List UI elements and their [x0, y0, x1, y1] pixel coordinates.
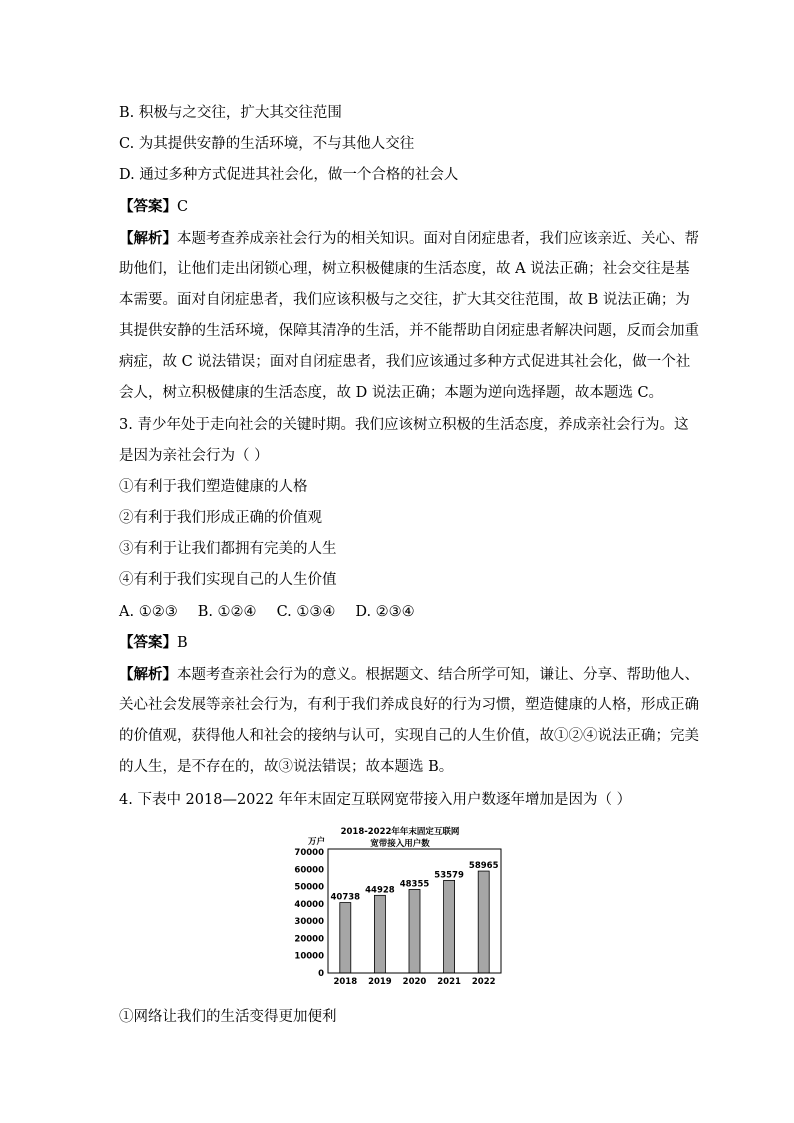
q2-analysis: [119, 223, 699, 409]
q3-options: [119, 603, 415, 621]
stem-line: 是因为亲社会行为（ ）: [119, 448, 269, 464]
analysis-line: 其提供安静的生活环境，保障其清净的生活，并不能帮助自闭症患者解决问题，反而会加重: [119, 323, 699, 339]
answer-label: 【答案】: [119, 198, 177, 215]
chart-subtitle: 宽带接入用户数: [370, 839, 430, 849]
q3-item-4: ④有利于我们实现自己的人生价值: [119, 572, 337, 588]
x-tick-label: 2021: [437, 977, 461, 987]
bar-data-label: 44928: [365, 885, 395, 896]
x-tick-label: 2020: [402, 977, 427, 987]
y-tick-label: 0: [318, 969, 324, 979]
q3-item-2: ②有利于我们形成正确的价值观: [119, 510, 322, 526]
q4-item-1: ①网络让我们的生活变得更加便利: [119, 1009, 337, 1025]
analysis-line: 病症，故 C 说法错误；面对自闭症患者，我们应该通过多种方式促进其社会化，做一个社: [119, 354, 691, 370]
analysis-line: 的价值观，获得他人和社会的接纳与认可，实现自己的人生价值，故①②④说法正确；完美: [119, 728, 699, 744]
bar: [409, 889, 420, 973]
q3-option-a: A. ①②③: [119, 604, 178, 620]
bar-data-label: 53579: [434, 870, 464, 881]
answer-label: 【答案】: [119, 634, 177, 651]
bar: [340, 903, 351, 973]
q3-item-1: ①有利于我们塑造健康的人格: [119, 479, 308, 495]
y-tick-label: 30000: [294, 917, 324, 928]
q2-option-b: B. 积极与之交往，扩大其交往范围: [119, 105, 342, 121]
y-tick-label: 70000: [294, 848, 324, 858]
q3-answer: [119, 634, 188, 652]
bar-data-label: 48355: [399, 879, 430, 890]
q4-stem: 4. 下表中 2018—2022 年年末固定互联网宽带接入用户数逐年增加是因为（ ）: [119, 792, 632, 808]
bar-data-label: 58965: [468, 861, 499, 872]
bar: [478, 871, 489, 973]
y-tick-label: 20000: [294, 934, 324, 945]
q3-item-3: ③有利于让我们都拥有完美的人生: [119, 541, 337, 557]
x-tick-label: 2019: [368, 977, 392, 987]
bar: [374, 895, 385, 973]
answer-value: C: [177, 199, 189, 215]
q3-option-b: B. ①②④: [197, 604, 257, 620]
q2-option-c: C. 为其提供安静的生活环境，不与其他人交往: [119, 136, 415, 152]
q2-option-d: D. 通过多种方式促进其社会化，做一个合格的社会人: [119, 167, 459, 183]
bar-chart-svg: [290, 824, 505, 989]
analysis-line: 【解析】本题考查养成亲社会行为的相关知识。面对自闭症患者，我们应该亲近、关心、帮: [119, 230, 699, 247]
analysis-label: 【解析】: [119, 666, 177, 683]
q3-option-d: D. ②③④: [355, 604, 415, 620]
x-tick-label: 2018: [333, 977, 358, 987]
q2-answer: [119, 198, 188, 216]
q3-option-c: C. ①③④: [276, 604, 336, 620]
analysis-line: 本需要。面对自闭症患者，我们应该积极与之交往，扩大其交往范围，故 B 说法正确；为: [119, 292, 690, 308]
q3-stem: [119, 410, 689, 472]
analysis-line: 的人生，是不存在的，故③说法错误；故本题选 B。: [119, 759, 454, 775]
answer-value: B: [177, 635, 188, 651]
analysis-line: 【解析】本题考查亲社会行为的意义。根据题文、结合所学可知，谦让、分享、帮助他人、: [119, 666, 699, 683]
analysis-line: 助他们，让他们走出闭锁心理，树立积极健康的生活态度，故 A 说法正确；社会交往是基: [119, 261, 690, 277]
x-tick-label: 2022: [471, 977, 496, 987]
chart-ylabel: 万户: [308, 837, 326, 847]
bar: [444, 880, 455, 973]
stem-line: 3. 青少年处于走向社会的关键时期。我们应该树立积极的生活态度，养成亲社会行为。这: [119, 417, 689, 433]
bar-data-label: 40738: [330, 892, 361, 903]
y-tick-label: 60000: [294, 865, 324, 876]
chart-title: 2018-2022年年末固定互联网: [340, 827, 460, 837]
broadband-chart: [290, 824, 505, 989]
analysis-line: 关心社会发展等亲社会行为，有利于我们养成良好的行为习惯，塑造健康的人格，形成正确: [119, 697, 699, 713]
y-tick-label: 50000: [294, 882, 324, 893]
y-tick-label: 10000: [294, 951, 324, 962]
analysis-label: 【解析】: [119, 230, 177, 247]
q3-analysis: [119, 659, 699, 783]
analysis-line: 会人，树立积极健康的生活态度，故 D 说法正确；本题为逆向选择题，故本题选 C。: [119, 385, 664, 401]
y-tick-label: 40000: [294, 899, 324, 910]
